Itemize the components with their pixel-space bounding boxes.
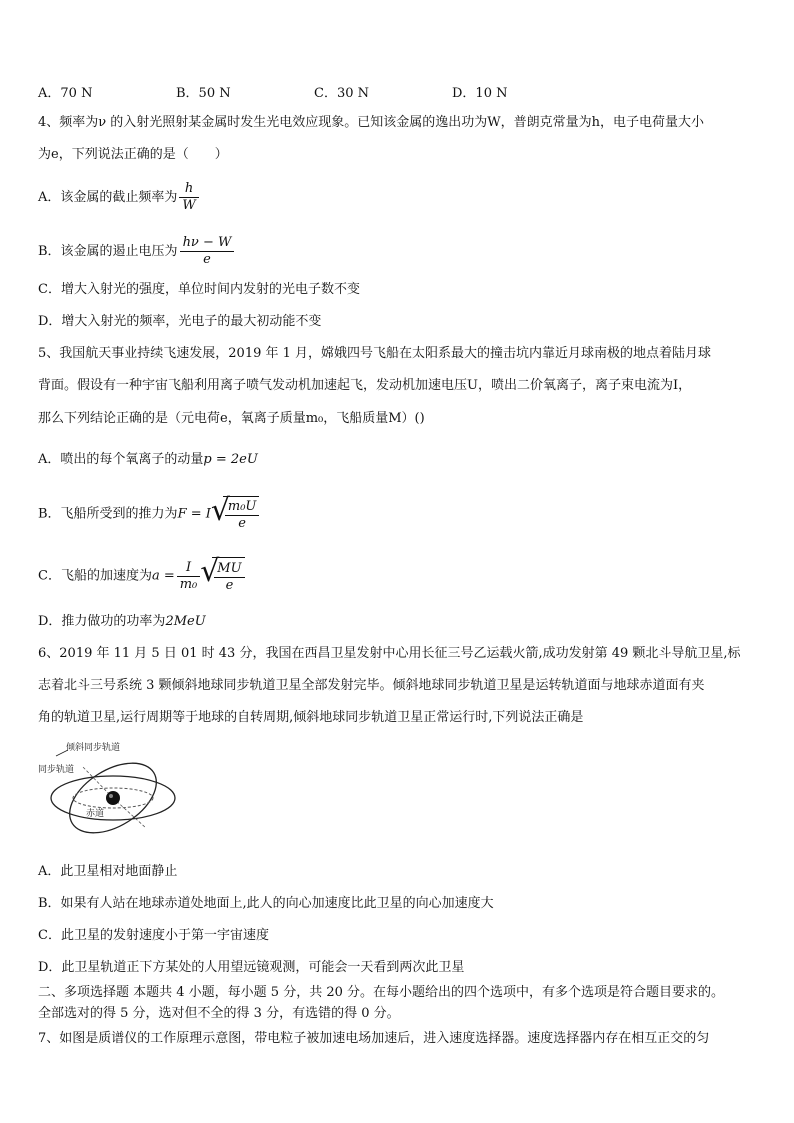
q5-option-b-numerator: m₀U xyxy=(225,499,260,516)
q6-stem-line3: 角的轨道卫星,运行周期等于地球的自转周期,倾斜地球同步轨道卫星正常运行时,下列说法正确是 xyxy=(38,710,584,725)
q4-option-a-fraction xyxy=(179,181,198,214)
q4-stem-line2: 为e，下列说法正确的是（ ） xyxy=(38,147,228,162)
q5-option-c-text: C．飞船的加速度为 xyxy=(38,568,152,584)
section2-heading-line1: 二、多项选择题 本题共 4 小题，每小题 5 分，共 20 分。在每小题给出的四个选项中，有多个选项是符合题目要求的。 xyxy=(38,985,725,1000)
q4-option-b-numerator: hν − W xyxy=(180,235,235,252)
orbit-diagram xyxy=(38,738,188,843)
q5-option-b-lhs: F = I xyxy=(177,506,211,522)
sqrt-sign-icon: √ xyxy=(200,554,220,589)
q5-option-b-fraction xyxy=(225,499,260,532)
section2-heading-line2: 全部选对的得 5 分，选对但不全的得 3 分，有选错的得 0 分。 xyxy=(38,1006,400,1021)
q6-option-b: B．如果有人站在地球赤道处地面上,此人的向心加速度比此卫星的向心加速度大 xyxy=(38,896,494,911)
q5-option-c-fraction-denominator: m₀ xyxy=(179,576,198,592)
q5-option-b-sqrt xyxy=(211,493,260,535)
q5-option-c-fraction xyxy=(177,560,201,593)
q3-option-a: A．70 N xyxy=(38,86,93,101)
q4-option-a-text: A．该金属的截止频率为 xyxy=(38,190,178,205)
q5-option-a-text: A．喷出的每个氧离子的动量 xyxy=(38,452,204,467)
q5-option-d xyxy=(38,613,206,631)
q5-option-c-lhs: a = xyxy=(151,568,175,584)
q4-option-b-fraction xyxy=(180,235,235,268)
q6-stem-line1: 6、2019 年 11 月 5 日 01 时 43 分，我国在西昌卫星发射中心用长征三号乙运载火箭,成功发射第 49 颗北斗导航卫星,标 xyxy=(38,646,741,661)
q3-option-b: B．50 N xyxy=(176,86,231,101)
sqrt-sign-icon: √ xyxy=(210,493,230,528)
q5-option-c-sqrt xyxy=(200,554,244,598)
q5-option-b-text: B．飞船所受到的推力为 xyxy=(38,506,178,522)
label-equator: 赤道 xyxy=(86,809,105,819)
q3-option-c: C．30 N xyxy=(314,86,369,101)
q4-stem-line1: 4、频率为ν 的入射光照射某金属时发生光电效应现象。已知该金属的逸出功为W，普朗克常量为h，电子电荷量大小 xyxy=(38,115,705,130)
q5-option-b xyxy=(38,493,259,535)
q4-option-a-denominator: W xyxy=(182,198,196,213)
q3-option-d: D．10 N xyxy=(452,86,508,101)
q5-option-b-denominator: e xyxy=(238,516,246,531)
earth-icon xyxy=(106,791,120,805)
q4-option-a xyxy=(38,180,199,216)
q6-option-c: C．此卫星的发射速度小于第一宇宙速度 xyxy=(38,928,269,943)
q5-option-c-fraction-numerator: I xyxy=(177,560,201,577)
q5-option-c-numerator: MU xyxy=(214,561,244,578)
q5-stem-line3: 那么下列结论正确的是（元电荷e，氧离子质量m₀，飞船质量M）() xyxy=(38,411,425,426)
label-sync-orbit: 同步轨道 xyxy=(38,765,75,775)
q5-option-d-formula: 2MeU xyxy=(165,614,206,629)
q4-option-c: C．增大入射光的强度，单位时间内发射的光电子数不变 xyxy=(38,282,360,297)
q7-stem-line1: 7、如图是质谱仪的工作原理示意图，带电粒子被加速电场加速后，进入速度选择器。速度选择器内存在相互正交的匀 xyxy=(38,1031,710,1046)
q5-option-c-denominator: e xyxy=(225,578,234,593)
q5-option-d-text: D．推力做功的功率为 xyxy=(38,614,166,629)
q5-option-c xyxy=(38,554,245,598)
q4-option-a-numerator: h xyxy=(179,181,198,198)
q5-stem-line2: 背面。假设有一种宇宙飞船利用离子喷气发动机加速起飞，发动机加速电压U，喷出二价氧离子，离子束电流为I， xyxy=(38,378,692,393)
label-inclined-orbit: 倾斜同步轨道 xyxy=(66,743,121,753)
q4-option-b-text: B．该金属的遏止电压为 xyxy=(38,244,178,259)
q4-option-b-denominator: e xyxy=(203,252,211,267)
q6-option-d: D．此卫星轨道正下方某处的人用望远镜观测，可能会一天看到两次此卫星 xyxy=(38,960,465,975)
q6-stem-line2: 志着北斗三号系统 3 颗倾斜地球同步轨道卫星全部发射完毕。倾斜地球同步轨道卫星是运转轨道面与地球赤道面有夹 xyxy=(38,678,705,693)
q5-option-a xyxy=(38,451,258,469)
q5-stem-line1: 5、我国航天事业持续飞速发展，2019 年 1 月，嫦娥四号飞船在太阳系最大的撞击坑内靠近月球南极的地点着陆月球 xyxy=(38,346,712,361)
q4-option-b xyxy=(38,234,234,270)
q5-option-a-formula: p = 2eU xyxy=(203,452,258,467)
q6-option-a: A．此卫星相对地面静止 xyxy=(38,864,178,879)
earth-highlight xyxy=(109,794,113,798)
q4-option-d: D．增大入射光的频率，光电子的最大初动能不变 xyxy=(38,314,322,329)
